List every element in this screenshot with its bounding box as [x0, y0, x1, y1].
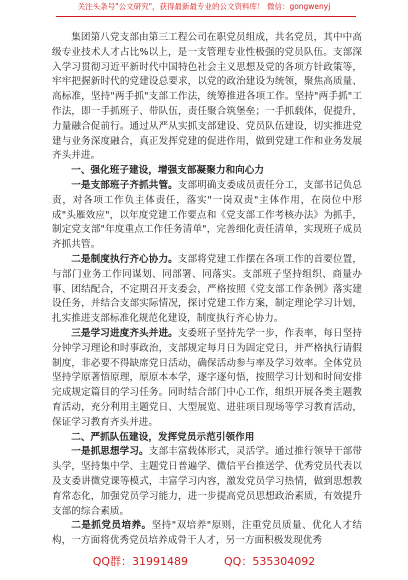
section2-item-2: [52, 519, 362, 549]
section2-item-1: [52, 445, 362, 519]
section1-item-1-lead: 一是支部班子齐抓共管。: [71, 179, 178, 191]
section1-item-3: [52, 327, 362, 431]
section1-item-2: [52, 253, 362, 327]
section1-item-2-lead: 二是制度执行齐心协力。: [71, 253, 178, 265]
header-divider: [56, 16, 356, 17]
footer-contact: [0, 555, 408, 569]
section1-item-3-lead: 三是学习进度齐头并进。: [71, 327, 178, 339]
section1-item-2-text: 支部将党建工作摆在各项工作的首要位置，与部门业务工作同谋划、同部署、同落实。支部班子坚持组织、商量办事、团结配合，不定期召开支委会，严格按照《党支部工作条例》落实建设任务，并结合支部实际情况，探讨党建工作方案，制定理论学习计划，扎实推进支部标准化规范化建设，制度执行齐心协力。: [52, 253, 362, 325]
section2-item-2-text: 坚持"双培养"原则，注重党员质量、优化人才结构，一方面将优秀党员培养成骨干人才，另一方面积极发现优秀: [52, 520, 362, 547]
section2-item-2-lead: 二是抓党员培养。: [71, 520, 152, 532]
document-body: [52, 31, 362, 549]
section1-item-1: [52, 179, 362, 253]
footer-qq: QQ：535304092: [224, 555, 316, 568]
section1-item-1-text: 支部明确支委成员责任分工，支部书记负总责，对各项工作负主体责任，落实"一岗双责"主体作用，在岗位中形成"头雁效应"，以年度党建工作要点和《党支部工作考核办法》为抓手，制定党支部"年度重点工作任务清单"，完善细化责任清单，实现班子成员齐抓共管。: [52, 179, 362, 251]
section1-heading: 一、强化班子建设，增强支部凝聚力和向心力: [71, 165, 265, 177]
footer-qq-group: QQ群：31991489: [92, 555, 188, 568]
section1-item-3-text: 支委班子坚持先学一步，作表率，每日坚持分钟学习理论和时事政治，支部规定每月日为固定党日，并严格执行请假制度，非必要不得缺席党日活动，确保活动参与率及学习效率。全体党员坚持学原著悟原理，原原本本学，逐字逐句悟，按照学习计划和时间安排完成规定篇目的学习任务。同时结合部门中心工作，组织开展各类主题教育活动，充分利用主题党日、大型展览、进驻项目现场等学习教育活动，保证学习教育齐头并进。: [52, 327, 362, 428]
section2-item-1-text: 支部丰富载体形式，灵活学。通过推行领导干部带头学，坚持集中学、主题党日普遍学、微信平台推送学、优秀党员代表以及支委讲微党课等模式，丰富学习内容，激发党员学习热情，做到思想教育常态化，加强党员学习能力，进一步提高党员思想政治素质，有效提升支部的综合素质。: [52, 446, 362, 517]
header-notice: 关注头条号"公文研究"，获得最新最专业的公文资料库！ 微信：gongwenyj: [77, 2, 331, 11]
section2-heading: 二、严抓队伍建设，发挥党员示范引领作用: [71, 431, 255, 443]
intro-paragraph: 集团第八党支部由第三工程公司在职党员组成，共名党员，其中中高级专业技术人才占比%以上，是一支管理专业性极强的党员队伍。支部深入学习贯彻习近平新时代中国特色社会主义思想及党的各项方针政策等，牢牢把握新时代的党建设总要求，以党的政治建设为统领，聚焦高质量、高标准，坚持"两手抓"支部工作法，统筹推进各项工作。坚持"两手抓"工作法，即一手抓班子、带队伍，责任聚合筑堡垒；一手抓载体，促提升，力量融合促前行。通过从严从实抓支部建设、党员队伍建设，切实推进党建与业务深度融合，真正发挥党建的促进作用，做到党建工作和业务发展齐头并进。: [52, 32, 362, 162]
section2-item-1-lead: 一是抓思想学习。: [71, 446, 149, 458]
